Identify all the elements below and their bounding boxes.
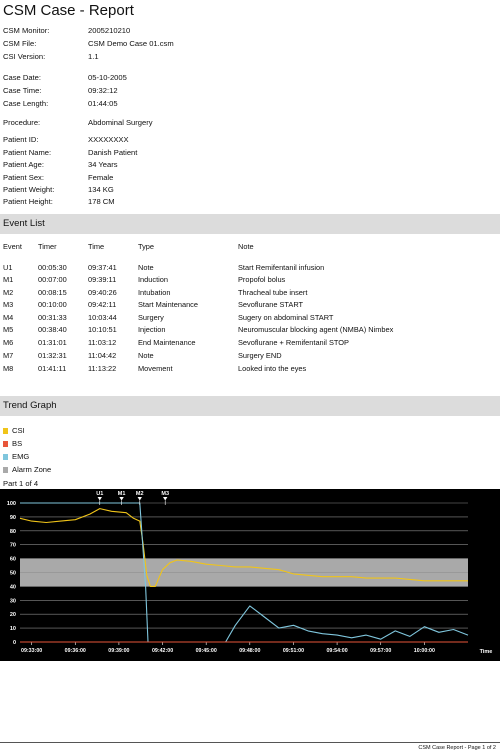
event-cell-type: Start Maintenance [138,300,198,309]
event-list-heading: Event List [0,214,500,234]
y-tick-label: 80 [9,528,16,535]
y-tick-label: 50 [9,570,16,577]
y-tick-label: 100 [6,501,16,507]
event-cell-time: 10:03:44 [88,313,117,322]
event-cell-time: 11:04:42 [88,351,117,360]
info-label: CSI Version: [3,52,46,61]
event-cell-timer: 00:31:33 [38,313,67,322]
y-tick-label: 70 [9,542,16,549]
x-tick-label: 09:39:00 [108,648,130,654]
event-cell-event: M3 [3,300,14,309]
event-cell-time: 11:13:22 [88,364,117,373]
info-value: Danish Patient [88,148,138,157]
x-tick-label: 09:54:00 [326,648,348,654]
event-cell-type: Induction [138,275,168,284]
event-cell-note: Propofol bolus [238,275,286,284]
event-cell-type: Note [138,263,154,272]
info-label: Patient Name: [3,148,52,157]
x-tick-label: 09:36:00 [64,648,86,654]
trend-chart [0,489,500,661]
legend-label: Alarm Zone [12,465,52,474]
legend-item [3,439,22,448]
event-cell-time: 09:40:26 [88,288,117,297]
marker-label: U1 [96,491,104,497]
legend-item [3,452,29,461]
event-cell-timer: 01:32:31 [38,351,67,360]
event-cell-event: U1 [3,263,13,272]
y-tick-label: 10 [9,626,16,633]
event-cell-type: Injection [138,325,166,334]
info-value: 34 Years [88,160,118,169]
trend-graph-heading: Trend Graph [0,396,500,416]
info-label: Patient Height: [3,197,53,206]
footer-divider [0,742,500,743]
event-cell-time: 09:39:11 [88,275,117,284]
info-label: Patient Age: [3,160,44,169]
legend-label: EMG [12,452,30,461]
legend-label: CSI [12,426,25,435]
event-cell-event: M4 [3,313,14,322]
event-cell-timer: 00:10:00 [38,300,67,309]
event-cell-note: Neuromuscular blocking agent (NMBA) Nimbex [238,325,394,334]
x-axis-label: Time [479,649,493,655]
x-tick-label: 10:00:00 [413,648,435,654]
event-cell-timer: 00:08:15 [38,288,67,297]
info-value: 09:32:12 [88,86,118,95]
legend-swatch [3,454,8,460]
y-tick-label: 30 [9,598,16,605]
event-cell-timer: 00:05:30 [38,263,67,272]
event-cell-note: Start Remifentanil infusion [238,263,325,272]
event-cell-time: 11:03:12 [88,338,117,347]
legend-item [3,465,51,474]
info-label: CSM Monitor: [3,26,50,35]
event-cell-note: Thracheal tube insert [238,288,308,297]
info-value: 1.1 [88,52,99,61]
event-cell-note: Looked into the eyes [238,364,307,373]
event-cell-type: Surgery [138,313,164,322]
info-value: 134 KG [88,185,114,194]
info-value: XXXXXXXX [88,135,129,144]
marker-label: M2 [135,491,144,497]
event-cell-type: Intubation [138,288,171,297]
info-label: CSM File: [3,39,37,48]
legend-swatch [3,441,8,447]
info-label: Patient Sex: [3,173,44,182]
event-cell-time: 09:42:11 [88,300,117,309]
event-cell-timer: 01:41:11 [38,364,67,373]
legend-item [3,426,25,435]
info-label: Case Length: [3,99,49,108]
x-tick-label: 09:42:00 [151,648,174,654]
event-cell-type: Movement [138,364,173,373]
legend-swatch [3,428,8,434]
event-cell-type: End Maintenance [138,338,196,347]
legend-label: BS [12,439,23,448]
info-label: Case Date: [3,73,41,82]
y-tick-label: 40 [9,584,16,591]
column-header-type: Type [138,242,155,251]
event-cell-event: M5 [3,325,14,334]
info-value: 178 CM [88,197,115,206]
column-header-note: Note [238,242,254,251]
column-header-timer: Timer [38,242,57,251]
x-tick-label: 09:45:00 [195,648,217,654]
info-value: 01:44:05 [88,99,118,108]
info-value: 05-10-2005 [88,73,127,82]
event-cell-time: 10:10:51 [88,325,117,334]
part-label: Part 1 of 4 [3,479,39,488]
info-label: Patient Weight: [3,185,55,194]
event-cell-type: Note [138,351,154,360]
marker-label: M3 [161,491,170,497]
info-label: Case Time: [3,86,42,95]
event-cell-note: Surgery END [238,351,282,360]
event-cell-timer: 01:31:01 [38,338,67,347]
event-cell-event: M2 [3,288,14,297]
x-tick-label: 09:57:00 [370,648,392,654]
event-cell-event: M1 [3,275,14,284]
info-value: 2005210210 [88,26,131,35]
event-cell-event: M7 [3,351,14,360]
y-tick-label: 20 [9,612,16,619]
info-value: Abdominal Surgery [88,118,153,127]
column-header-time: Time [88,242,105,251]
event-cell-time: 09:37:41 [88,263,117,272]
report-title: CSM Case - Report [3,2,134,19]
info-value: CSM Demo Case 01.csm [88,39,174,48]
event-cell-timer: 00:38:40 [38,325,67,334]
info-label: Procedure: [3,118,41,127]
event-cell-event: M8 [3,364,14,373]
marker-label: M1 [117,491,126,497]
x-tick-label: 09:33:00 [21,648,43,654]
x-tick-label: 09:51:00 [282,648,305,654]
event-cell-timer: 00:07:00 [38,275,67,284]
event-cell-note: Sevoflurane + Remifentanil STOP [238,338,349,347]
info-label: Patient ID: [3,135,39,144]
x-tick-label: 09:48:00 [239,648,261,654]
page-footer: CSM Case Report - Page 1 of 2 [418,745,496,751]
y-tick-label: 90 [9,514,16,521]
event-cell-note: Sevoflurane START [238,300,304,309]
event-cell-event: M6 [3,338,14,347]
column-header-event: Event [3,242,22,251]
event-cell-note: Sugery on abdominal START [238,313,334,322]
info-value: Female [88,173,114,182]
legend-swatch [3,467,8,473]
y-tick-label: 0 [12,640,16,646]
y-tick-label: 60 [9,556,16,563]
